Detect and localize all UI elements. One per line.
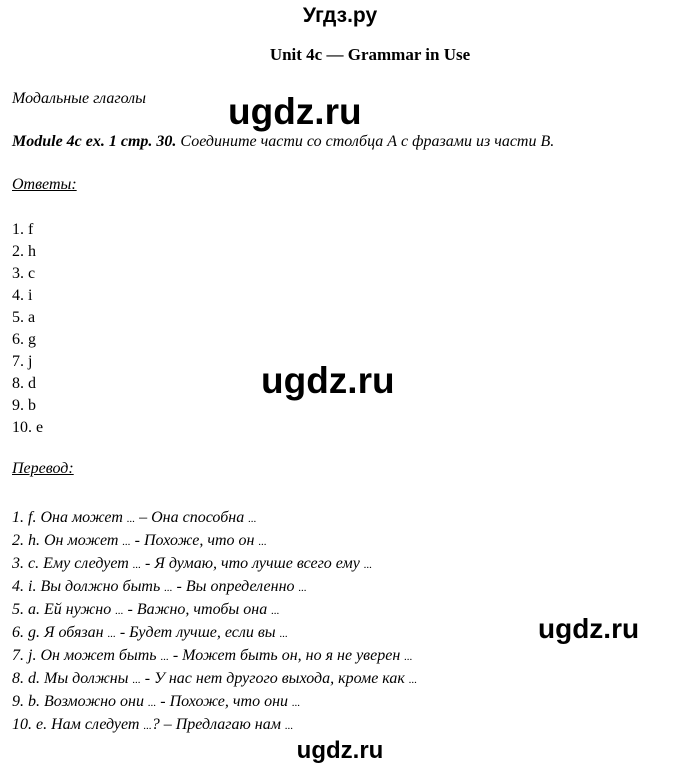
answer-item: 8. d (12, 375, 36, 392)
translation-item: 10. e. Нам следует ...? – Предлагаю нам ... (12, 716, 294, 733)
translation-item: 1. f. Она может ... – Она способна ... (12, 509, 257, 526)
exercise-task: Соедините части со столбца А с фразами из части В. (176, 133, 555, 150)
exercise-reference: Module 4c ex. 1 стр. 30. (12, 133, 177, 150)
answer-item: 4. i (12, 287, 33, 304)
answers-heading: Ответы: (12, 176, 77, 193)
topic-label: Модальные глаголы (12, 90, 146, 107)
watermark: ugdz.ru (228, 91, 362, 132)
watermark: ugdz.ru (296, 737, 384, 764)
answer-item: 3. c (12, 265, 36, 282)
translation-item: 4. i. Вы должно быть ... - Вы определенно ... (12, 578, 307, 595)
translation-item: 5. a. Ей нужно ... - Важно, чтобы она ... (12, 601, 280, 618)
answer-item: 7. j (12, 353, 33, 370)
answer-item: 6. g (12, 331, 36, 348)
watermark: ugdz.ru (538, 613, 640, 644)
translation-item: 7. j. Он может быть ... - Может быть он, но я не уверен ... (12, 647, 413, 664)
answers-list (12, 219, 43, 439)
translation-item: 8. d. Мы должны ... - У нас нет другого выхода, кроме как ... (12, 670, 418, 687)
site-header: Угдз.ру (302, 4, 378, 27)
answer-item: 9. b (12, 397, 36, 414)
translation-list (12, 507, 417, 737)
translation-item: 9. b. Возможно они ... - Похоже, что они ... (12, 693, 301, 710)
translation-item: 3. c. Ему следует ... - Я думаю, что лучше всего ему ... (12, 555, 373, 572)
exercise-statement (12, 133, 554, 151)
watermark: ugdz.ru (261, 360, 395, 401)
answer-item: 10. e (12, 419, 44, 436)
translation-item: 2. h. Он может ... - Похоже, что он ... (12, 532, 267, 549)
translation-heading: Перевод: (12, 460, 74, 477)
page-title: Unit 4c — Grammar in Use (269, 45, 471, 64)
answer-item: 2. h (12, 243, 36, 260)
answer-item: 5. a (12, 309, 36, 326)
translation-item: 6. g. Я обязан ... - Будет лучше, если вы ... (12, 624, 288, 641)
answer-item: 1. f (12, 221, 34, 238)
